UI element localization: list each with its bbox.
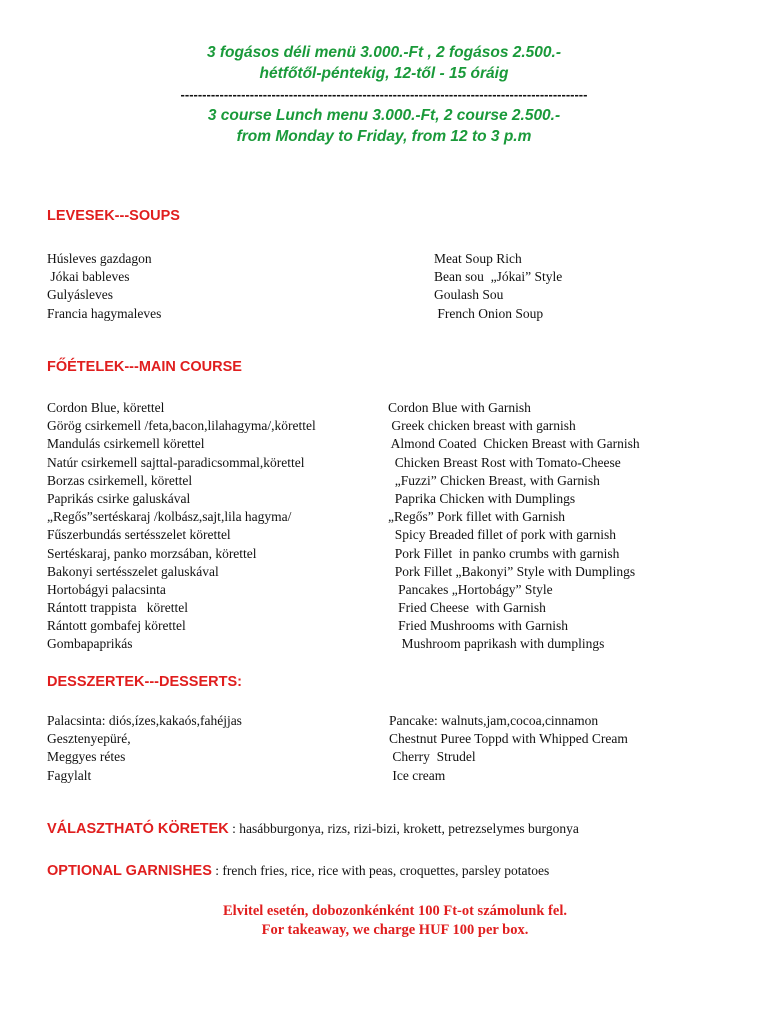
garnish-hu-line	[47, 821, 579, 837]
menu-item-row	[0, 250, 768, 268]
menu-item-row	[0, 563, 768, 581]
menu-item-row	[0, 748, 768, 766]
menu-item-en: Meat Soup Rich	[434, 251, 522, 266]
menu-item-row	[0, 730, 768, 748]
garnish-hu-text: : hasábburgonya, rizs, rizi-bizi, krokett, petrezselymes burgonya	[228, 821, 579, 836]
menu-item-en: „Fuzzi” Chicken Breast, with Garnish	[388, 472, 600, 488]
menu-item-hu: Mandulás csirkemell körettel	[47, 436, 205, 452]
menu-item-row	[0, 599, 768, 617]
menu-item-hu: Görög csirkemell /feta,bacon,lilahagyma/,körettel	[47, 418, 316, 434]
garnish-en-line	[47, 863, 549, 879]
takeaway-note-en: For takeaway, we charge HUF 100 per box.	[261, 922, 529, 938]
menu-item-en: French Onion Soup	[434, 305, 544, 321]
menu-item-row	[0, 399, 768, 417]
menu-item-hu: Borzas csirkemell, körettel	[47, 472, 193, 488]
menu-item-en: Cherry Strudel	[389, 749, 476, 765]
desserts-title: DESSZERTEK---DESSERTS:	[47, 674, 242, 690]
lunch-menu-header	[0, 42, 768, 147]
menu-item-en: „Regős” Pork fillet with Garnish	[388, 509, 565, 525]
header-line-en-price: 3 course Lunch menu 3.000.-Ft, 2 course 2.500.-	[207, 107, 561, 124]
menu-item-en: Pancakes „Hortobágy” Style	[388, 581, 553, 597]
menu-item-row	[0, 545, 768, 563]
menu-item-en: Spicy Breaded fillet of pork with garnish	[388, 527, 616, 543]
menu-item-en: Ice cream	[389, 767, 446, 783]
takeaway-note	[0, 902, 768, 940]
menu-item-row	[0, 617, 768, 635]
menu-item-row	[0, 435, 768, 453]
menu-item-en: Almond Coated Chicken Breast with Garnish	[388, 436, 640, 452]
menu-item-hu: Fagylalt	[47, 767, 92, 783]
menu-item-hu: Rántott gombafej körettel	[47, 618, 186, 634]
menu-item-en: Cordon Blue with Garnish	[388, 400, 531, 415]
menu-item-row	[0, 635, 768, 653]
menu-item-hu: Francia hagymaleves	[47, 305, 162, 321]
main-course-list	[0, 399, 768, 654]
menu-item-en: Bean sou „Jókai” Style	[434, 269, 563, 285]
menu-item-hu: Bakonyi sertésszelet galuskával	[47, 563, 219, 579]
menu-item-hu: Húsleves gazdagon	[47, 251, 152, 266]
menu-item-hu: Palacsinta: diós,ízes,kakaós,fahéjjas	[47, 713, 242, 728]
header-line-hu-price: 3 fogásos déli menü 3.000.-Ft , 2 fogásos 2.500.-	[206, 44, 562, 61]
menu-item-en: Fried Mushrooms with Garnish	[388, 618, 568, 634]
menu-item-en: Greek chicken breast with garnish	[388, 418, 576, 434]
menu-item-row	[0, 268, 768, 286]
menu-item-hu: Gesztenyepüré,	[47, 731, 131, 747]
menu-item-row	[0, 767, 768, 785]
menu-item-en: Pork Fillet in panko crumbs with garnish	[388, 545, 620, 561]
menu-item-en: Pancake: walnuts,jam,cocoa,cinnamon	[389, 713, 599, 728]
menu-item-en: Fried Cheese with Garnish	[388, 600, 546, 616]
menu-item-hu: Fűszerbundás sertésszelet körettel	[47, 527, 231, 543]
menu-item-en: Pork Fillet „Bakonyi” Style with Dumplings	[388, 563, 636, 579]
menu-item-row	[0, 286, 768, 304]
soups-list	[0, 250, 768, 323]
menu-item-hu: Gombapaprikás	[47, 636, 133, 652]
menu-item-en: Mushroom paprikash with dumplings	[388, 636, 605, 652]
menu-item-hu: Rántott trappista körettel	[47, 600, 188, 616]
menu-item-hu: Paprikás csirke galuskával	[47, 490, 191, 506]
menu-item-hu: Natúr csirkemell sajttal-paradicsommal,körettel	[47, 454, 305, 470]
garnish-en-label: OPTIONAL GARNISHES	[47, 863, 212, 879]
menu-item-row	[0, 581, 768, 599]
menu-item-hu: Jókai bableves	[47, 269, 130, 285]
menu-item-row	[0, 305, 768, 323]
menu-item-en: Paprika Chicken with Dumplings	[388, 490, 576, 506]
menu-item-hu: Sertéskaraj, panko morzsában, körettel	[47, 545, 257, 561]
menu-item-en: Goulash Sou	[434, 287, 504, 303]
header-line-hu-days: hétfőtől-péntekig, 12-től - 15 óráig	[259, 65, 509, 82]
desserts-list	[0, 712, 768, 785]
menu-item-hu: „Regős”sertéskaraj /kolbász,sajt,lila hagyma/	[47, 509, 292, 525]
menu-item-row	[0, 508, 768, 526]
menu-item-row	[0, 472, 768, 490]
menu-item-row	[0, 712, 768, 730]
menu-item-hu: Cordon Blue, körettel	[47, 400, 165, 415]
menu-item-row	[0, 417, 768, 435]
header-line-en-days: from Monday to Friday, from 12 to 3 p.m	[236, 128, 532, 145]
menu-item-row	[0, 526, 768, 544]
garnish-en-text: : french fries, rice, rice with peas, croquettes, parsley potatoes	[211, 863, 550, 878]
garnish-hu-label: VÁLASZTHATÓ KÖRETEK	[47, 821, 229, 837]
soups-title: LEVESEK---SOUPS	[47, 208, 180, 224]
header-separator: ----------------------------------------------------------------------------------------------	[180, 87, 588, 102]
main-course-title: FŐÉTELEK---MAIN COURSE	[47, 359, 242, 375]
menu-item-hu: Meggyes rétes	[47, 749, 126, 765]
menu-item-row	[0, 454, 768, 472]
menu-item-row	[0, 490, 768, 508]
menu-item-en: Chestnut Puree Toppd with Whipped Cream	[389, 731, 628, 747]
takeaway-note-hu: Elvitel esetén, dobozonkénként 100 Ft-ot számolunk fel.	[223, 903, 567, 919]
menu-item-hu: Gulyásleves	[47, 287, 113, 303]
menu-item-en: Chicken Breast Rost with Tomato-Cheese	[388, 454, 621, 470]
menu-item-hu: Hortobágyi palacsinta	[47, 581, 166, 597]
